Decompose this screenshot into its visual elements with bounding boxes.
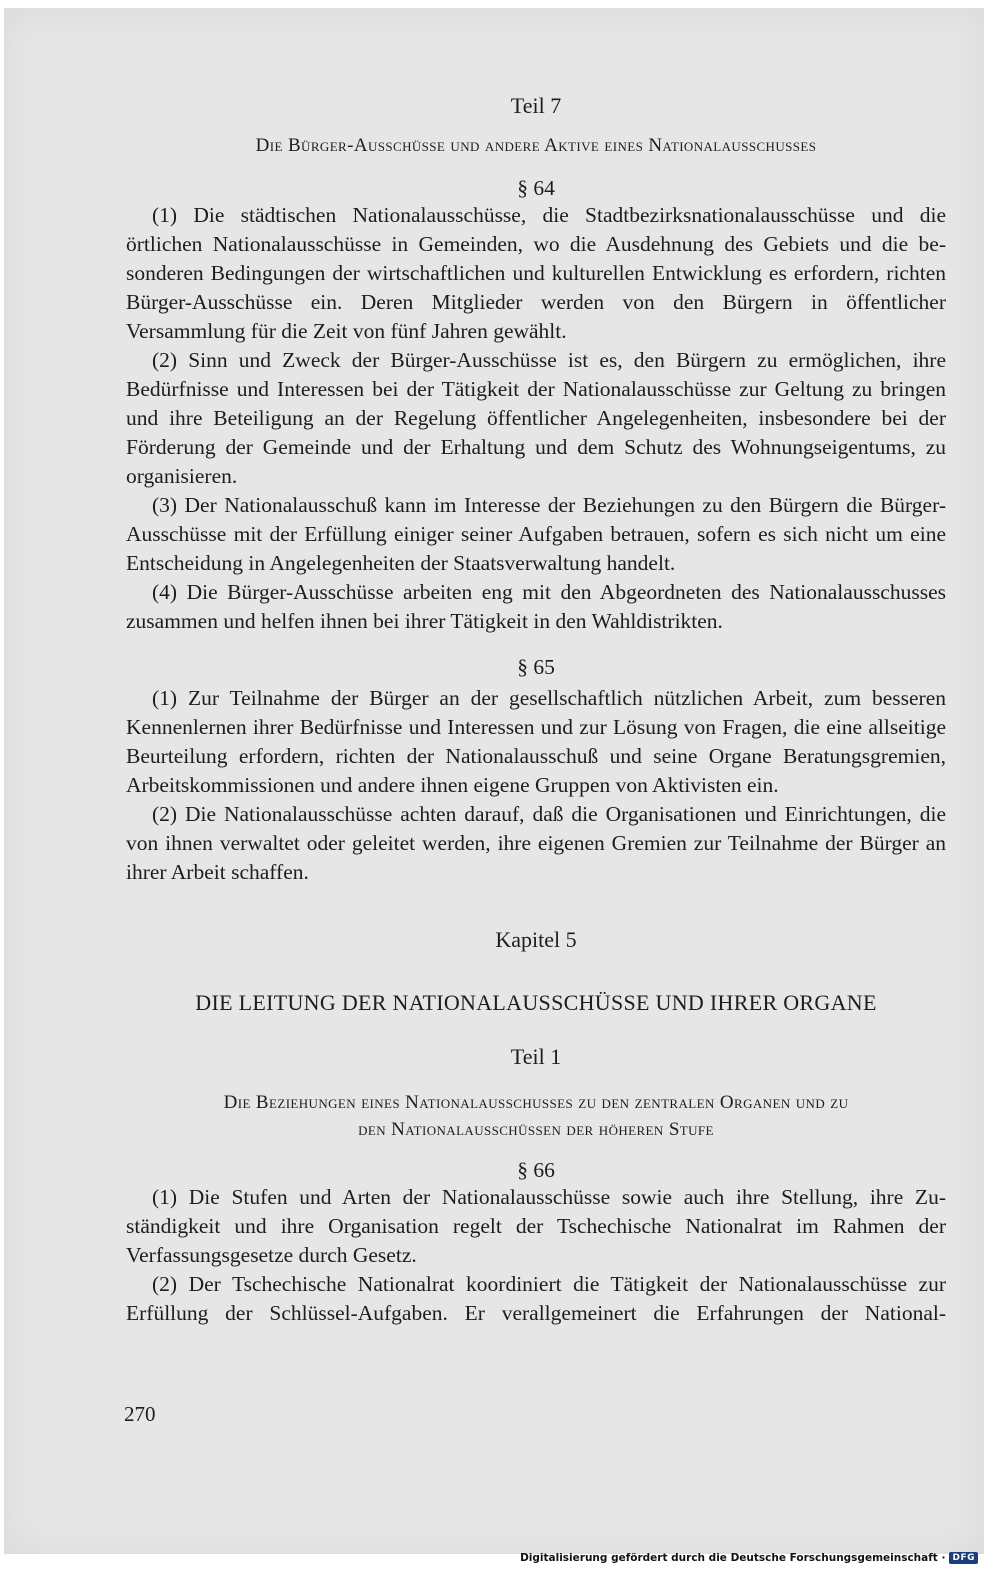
scanned-page [4, 8, 984, 1554]
kapitel-5-title: DIE LEITUNG DER NATIONALAUSSCHÜSSE UND IHRER ORGANE [195, 990, 877, 1015]
kapitel-5-heading: Kapitel 5 [495, 927, 577, 952]
teil-7-heading: Teil 7 [510, 93, 562, 118]
section-64-paragraph-1: (1) Die städtischen Nationalausschüsse, die Stadtbezirksnationalausschüsse und die örtlichen Nationalausschüsse in Gemeinden, wo die Ausdehnung des Gebiets und die besonderen Bedingungen der wirtschaftlichen und kulturellen Entwicklung es erfordern, richten Bürger-Ausschüsse ein. Deren Mitglieder werden von den Bürgern in öffentlicher Versammlung für die Zeit von fünf Jahren gewählt. [126, 203, 946, 343]
page-number: 270 [124, 1402, 156, 1426]
section-64-paragraph-3: (3) Der Nationalausschuß kann im Interesse der Beziehungen zu den Bürgern die Bürger-Ausschüsse mit der Erfüllung einiger seiner Aufgaben betrauen, sofern es sich nicht um eine Entscheidung in Angelegenheiten der Staatsverwaltung handelt. [126, 493, 946, 575]
digitization-footer [520, 1552, 978, 1564]
section-66-paragraph-2: (2) Der Tschechische Nationalrat koordiniert die Tätigkeit der Nationalausschüsse zur Erfüllung der Schlüssel-Aufgaben. Er verallgemeinert die Erfahrungen der National- [126, 1272, 946, 1325]
section-66-sign: § 66 [517, 1158, 555, 1182]
footer-text: Digitalisierung gefördert durch die Deutsche Forschungsgemeinschaft · [520, 1552, 946, 1564]
section-65-sign: § 65 [517, 655, 555, 679]
section-66-paragraph-1: (1) Die Stufen und Arten der Nationalausschüsse sowie auch ihre Stellung, ihre Zuständigkeit und ihre Organisation regelt der Tschechische Nationalrat im Rahmen der Verfassungsgesetze durch Gesetz. [126, 1185, 946, 1267]
section-65-paragraph-1: (1) Zur Teilnahme der Bürger an der gesellschaftlich nützlichen Arbeit, zum besseren Kennenlernen ihrer Bedürfnisse und Interessen und zur Lösung von Fragen, die eine allseitige Beurteilung erfordern, richten der Nationalausschuß und seine Organe Beratungsgremien, Arbeitskommissionen und andere ihnen eigene Gruppen von Aktivisten ein. [126, 686, 946, 797]
teil-1-heading: Teil 1 [510, 1044, 562, 1069]
dfg-logo-icon: DFG [949, 1552, 978, 1564]
section-64-paragraph-2: (2) Sinn und Zweck der Bürger-Ausschüsse ist es, den Bürgern zu ermöglichen, ihre Bedürfnisse und Interessen bei der Tätigkeit der Nationalausschüsse zur Geltung zu bringen und ihre Beteiligung an der Regelung öffentlicher Angelegenheiten, insbesondere bei der Förderung der Gemeinde und der Erhaltung und dem Schutz des Wohnungseigentums, zu organisieren. [126, 348, 946, 488]
section-64-paragraph-4: (4) Die Bürger-Ausschüsse arbeiten eng mit den Abgeordneten des Nationalausschusses zusammen und helfen ihnen bei ihrer Tätigkeit in den Wahldistrikten. [126, 580, 946, 633]
teil-1-title-line-1: Die Beziehungen eines Nationalausschusses zu den zentralen Organen und zu [223, 1092, 849, 1113]
section-64-sign: § 64 [517, 176, 555, 200]
page-body [126, 88, 946, 1328]
teil-7-title: Die Bürger-Ausschüsse und andere Aktive eines Nationalausschusses [255, 135, 817, 156]
section-65-paragraph-2: (2) Die Nationalausschüsse achten darauf, daß die Organisationen und Einrichtungen, die von ihnen verwaltet oder geleitet werden, ihre eigenen Gremien zur Teilnahme der Bürger an ihrer Arbeit schaffen. [126, 802, 946, 884]
teil-1-title-line-2: den Nationalausschüssen der höheren Stufe [358, 1119, 714, 1140]
